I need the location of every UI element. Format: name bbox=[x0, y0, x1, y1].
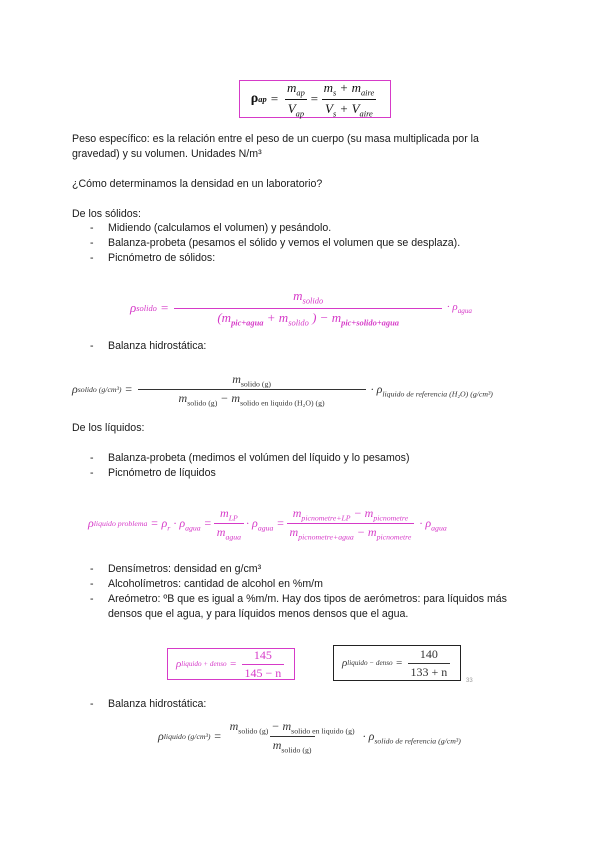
list-item: - Balanza-probeta (medimos el volúmen del líquido y lo pesamos) bbox=[90, 452, 410, 464]
formula-liquido-menos-denso: ρ liquido − denso = $\frac{140}{133 + n}$ bbox=[333, 645, 461, 681]
list-item: - Alcoholímetros: cantidad de alcohol en %m/m bbox=[90, 578, 323, 590]
formula-picnometro-liquidos: ρ liquido problema = $\rho_r \cdot \rho_{agua}$ = $\frac{m_{LP}}{m_{agua}}$ · $\rho_{agua}$ = $\frac{m_{picnometre+LP} - m_{picnometre}}{m_{picnometre+agua} - m_{picnometre}}$ · $\rho_{agua}$ bbox=[88, 506, 447, 542]
fraction-picnometro-solidos: $\frac{m_{solido}}{(m_{pic+agua} + m_{solido} ) - m_{pic+solido+agua}}$ bbox=[174, 288, 442, 327]
fraction-hidrostatica-solidos: $\frac{m_{solido (g)}}{m_{solido (g)} - m_{solido en liquido (H_2O) (g)}}$ bbox=[138, 372, 366, 408]
fraction-ms-maire: $\frac{m_s + m_{aire}}{V_s + V_{aire}}$ bbox=[323, 79, 375, 119]
list-solidos bbox=[90, 221, 461, 266]
list-item: - Areómetro: ºB que es igual a %m/m. Hay dos tipos de aerómetros: para líquidos más bbox=[90, 593, 507, 605]
heading-liquidos: De los líquidos: bbox=[72, 422, 145, 434]
paragraph-peso-especifico: Peso específico: es la relación entre el peso de un cuerpo (su masa multiplicada por la gravedad) y su volumen. Unidades N/m³ bbox=[72, 133, 479, 160]
formula-picnometro-solidos: ρ solido = $\frac{m_{solido}}{(m_{pic+agua} + m_{solido} ) - m_{pic+solido+agua}}$ · $\rho_{agua}$ bbox=[130, 288, 472, 328]
fraction-menos-denso: $\frac{140}{133 + n}$ bbox=[408, 647, 451, 680]
list-item: - Midiendo (calculamos el volumen) y pesándolo. bbox=[90, 222, 332, 234]
list-item: - Balanza-probeta (pesamos el sólido y vemos el volumen que se desplaza). bbox=[90, 237, 461, 249]
fraction-picnometro-liquidos: $\frac{m_{picnometre+LP} - m_{picnometre}}{m_{picnometre+agua} - m_{picnometre}}$ bbox=[287, 506, 415, 542]
fraction-map-vap: $\frac{m_{ap}}{V_{ap}}$ bbox=[284, 80, 308, 118]
list-item: - Balanza hidrostática: bbox=[90, 698, 207, 710]
formula-densidad-aparente: ρ ap = $\frac{m_{ap}}{V_{ap}}$ = $\frac{m_s + m_{aire}}{V_s + V_{aire}}$ bbox=[239, 80, 391, 118]
formula-hidrostatica-liquidos: ρ liquido (g/cm³) = $\frac{m_{solido (g)} - m_{solido en liquido (g)}}{m_{solido (g)}}$ · $\rho_{solido de referencia (g/cm^3)}$ bbox=[158, 719, 461, 755]
heading-solidos: De los sólidos: bbox=[72, 208, 141, 220]
list-item: - Picnómetro de líquidos bbox=[90, 467, 216, 479]
list-liquidos-2: - Densímetros: densidad en g/cm³ - Alcoholímetros: cantidad de alcohol en %m/m - Areómetro: ºB que es igual a %m/m. Hay dos tipos de aerómetros: para líquidos más densos que el agua, y para líquidos menos densos que el agua. bbox=[90, 563, 507, 620]
list-liquidos bbox=[90, 451, 410, 481]
fraction-mlp-magua: $\frac{m_{LP}}{m_{agua}}$ bbox=[214, 506, 244, 542]
list-item: - Picnómetro de sólidos: bbox=[90, 252, 216, 264]
page-mark: 33 bbox=[466, 678, 473, 684]
list-item: - Densímetros: densidad en g/cm³ bbox=[90, 563, 262, 575]
question-densidad: ¿Cómo determinamos la densidad en un laboratorio? bbox=[72, 178, 323, 190]
fraction-mas-denso: $\frac{145}{145 - n}$ bbox=[242, 648, 285, 681]
formula-liquido-mas-denso: ρ liquido + denso = $\frac{145}{145 - n}$ bbox=[167, 648, 295, 680]
list-item: - Balanza hidrostática: bbox=[90, 340, 207, 352]
fraction-hidrostatica-liquidos: $\frac{m_{solido (g)} - m_{solido en liquido (g)}}{m_{solido (g)}}$ bbox=[229, 719, 355, 755]
formula-hidrostatica-solidos: ρ solido (g/cm³) = $\frac{m_{solido (g)}}{m_{solido (g)} - m_{solido en liquido (H_2O) (g)}}$ · $\rho_{liquido de referencia (H_2O) (g/cm^3)}$ bbox=[72, 372, 493, 408]
